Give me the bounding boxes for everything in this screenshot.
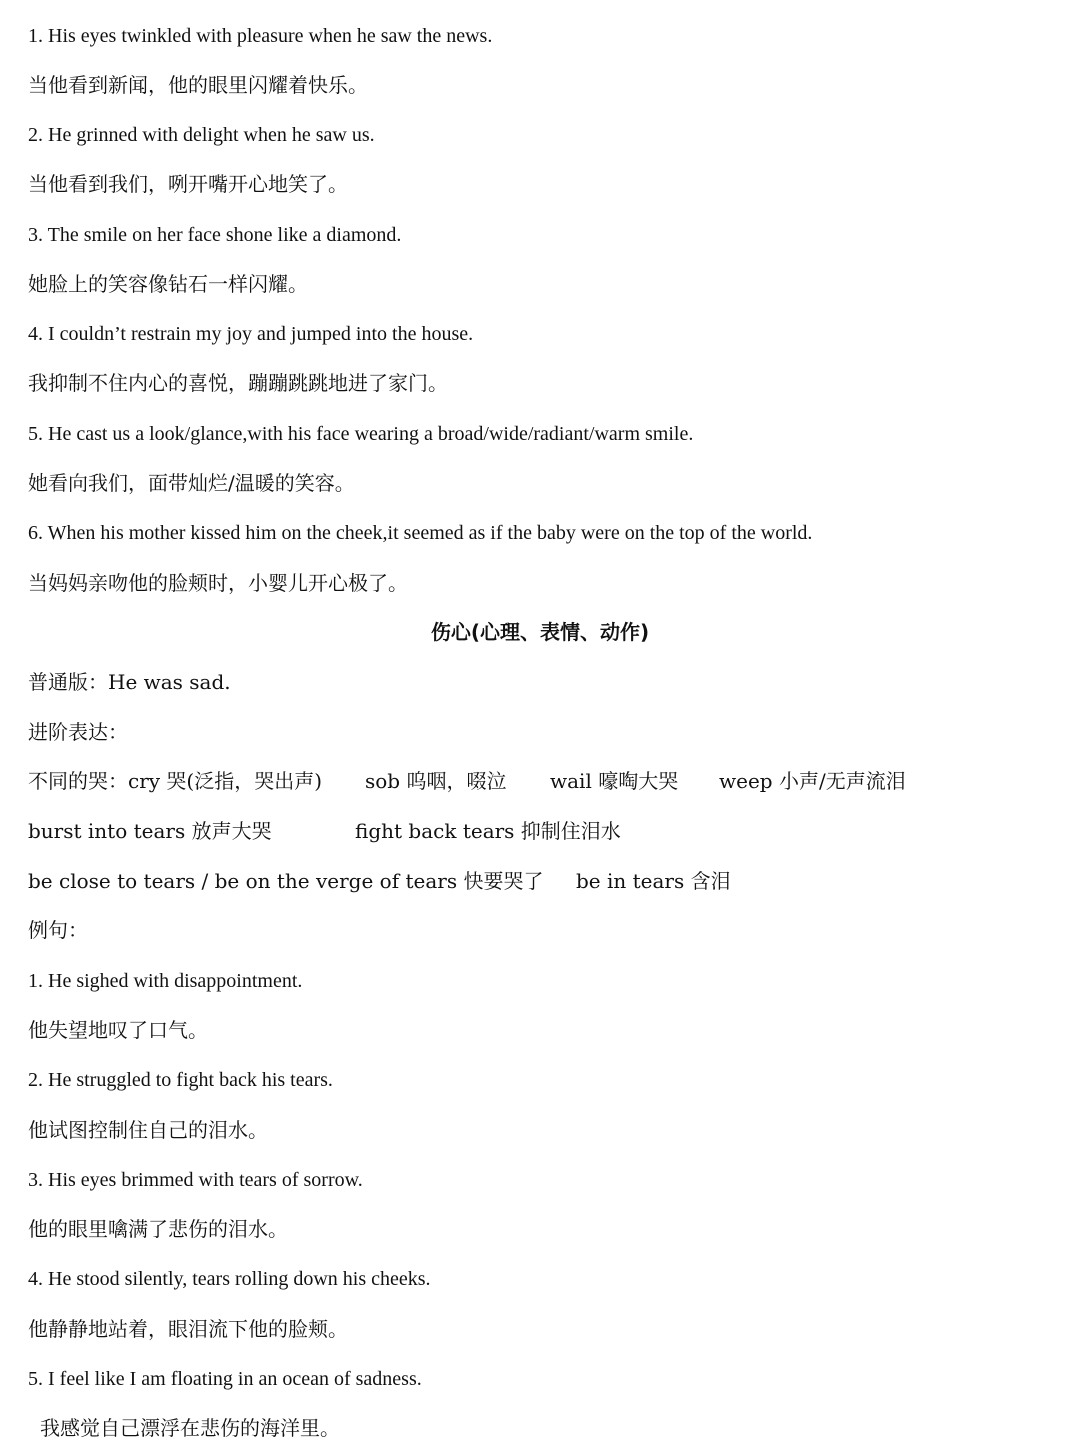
joy-example-4-en: 4. I couldn’t restrain my joy and jumped into the house.: [28, 323, 474, 345]
sad-example-5-en: 5. I feel like I am floating in an ocean of sadness.: [28, 1368, 422, 1390]
burst-into-tears: burst into tears 放声大哭: [28, 819, 272, 843]
cry-type-weep: weep 小声/无声流泪: [719, 769, 906, 793]
sad-example-3-en: 3. His eyes brimmed with tears of sorrow.: [28, 1169, 363, 1191]
joy-example-6-zh: 当妈妈亲吻他的脸颊时，小婴儿开心极了。: [28, 571, 408, 595]
fight-back-tears: fight back tears 抑制住泪水: [355, 819, 621, 843]
cry-type-sob: sob 呜咽，啜泣: [365, 769, 507, 793]
sad-example-4-en: 4. He stood silently, tears rolling down his cheeks.: [28, 1268, 431, 1290]
sad-example-1-en: 1. He sighed with disappointment.: [28, 970, 303, 992]
joy-example-4-zh: 我抑制不住内心的喜悦，蹦蹦跳跳地进了家门。: [28, 371, 448, 395]
sad-example-1-zh: 他失望地叹了口气。: [28, 1018, 208, 1042]
joy-example-1-zh: 当他看到新闻，他的眼里闪耀着快乐。: [28, 73, 368, 97]
joy-example-2-zh: 当他看到我们，咧开嘴开心地笑了。: [28, 172, 348, 196]
sad-example-4-zh: 他静静地站着，眼泪流下他的脸颊。: [28, 1317, 348, 1341]
sad-example-2-en: 2. He struggled to fight back his tears.: [28, 1069, 333, 1091]
sad-example-5-zh: 我感觉自己漂浮在悲伤的海洋里。: [40, 1416, 340, 1440]
cry-type-cry: 不同的哭：cry 哭(泛指，哭出声): [28, 769, 323, 793]
cry-type-wail: wail 嚎啕大哭: [550, 769, 679, 793]
joy-example-2-en: 2. He grinned with delight when he saw us.: [28, 124, 375, 146]
close-to-tears: be close to tears / be on the verge of tears 快要哭了: [28, 869, 544, 893]
tears-row-2: [28, 868, 731, 894]
advanced-label: 进阶表达：: [28, 720, 128, 744]
joy-example-5-zh: 她看向我们，面带灿烂/温暖的笑容。: [28, 471, 355, 495]
examples-label: 例句：: [28, 918, 88, 942]
basic-expression: 普通版：He was sad.: [28, 670, 231, 694]
joy-example-5-en: 5. He cast us a look/glance,with his face wearing a broad/wide/radiant/warm smile.: [28, 423, 694, 445]
sad-example-3-zh: 他的眼里噙满了悲伤的泪水。: [28, 1217, 288, 1241]
sad-example-2-zh: 他试图控制住自己的泪水。: [28, 1118, 268, 1142]
be-in-tears: be in tears 含泪: [576, 869, 731, 893]
joy-example-1-en: 1. His eyes twinkled with pleasure when he saw the news.: [28, 25, 493, 47]
joy-example-3-en: 3. The smile on her face shone like a diamond.: [28, 224, 402, 246]
cry-types-row: [28, 768, 906, 794]
tears-row-1: [28, 818, 621, 844]
joy-example-3-zh: 她脸上的笑容像钻石一样闪耀。: [28, 272, 308, 296]
joy-example-6-en: 6. When his mother kissed him on the cheek,it seemed as if the baby were on the top of the world.: [28, 522, 813, 544]
section-title-sad: 伤心(心理、表情、动作): [430, 620, 650, 644]
